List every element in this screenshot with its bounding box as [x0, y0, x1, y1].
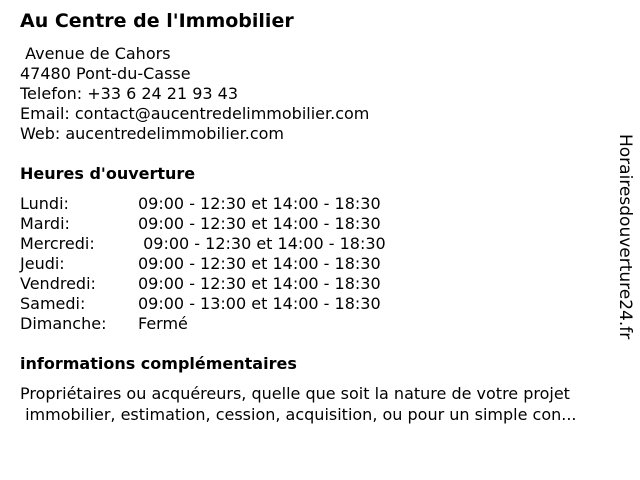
day-hours: Fermé	[138, 314, 188, 333]
web-line: Web: aucentredelimmobilier.com	[20, 124, 284, 143]
watermark-text: Horairesdouverture24.fr	[615, 134, 635, 340]
info-description	[20, 383, 630, 425]
day-hours: 09:00 - 12:30 et 14:00 - 18:30	[138, 214, 381, 233]
day-hours: 09:00 - 12:30 et 14:00 - 18:30	[138, 254, 381, 273]
day-label: Vendredi:	[20, 274, 96, 293]
email-line: Email: contact@aucentredelimmobilier.com	[20, 104, 370, 123]
day-label: Mardi:	[20, 214, 70, 233]
hours-heading: Heures d'ouverture	[20, 164, 196, 183]
phone-line: Telefon: +33 6 24 21 93 43	[20, 84, 239, 103]
address-city: 47480 Pont-du-Casse	[20, 64, 191, 83]
day-label: Jeudi:	[20, 254, 65, 273]
day-hours: 09:00 - 12:30 et 14:00 - 18:30	[138, 194, 381, 213]
day-hours: 09:00 - 12:30 et 14:00 - 18:30	[138, 274, 381, 293]
day-label: Mercredi:	[20, 234, 95, 253]
info-heading: informations complémentaires	[20, 354, 297, 373]
address-street: Avenue de Cahors	[20, 44, 171, 63]
site-watermark	[610, 134, 636, 344]
day-label: Samedi:	[20, 294, 86, 313]
day-hours: 09:00 - 12:30 et 14:00 - 18:30	[138, 234, 386, 253]
day-hours: 09:00 - 13:00 et 14:00 - 18:30	[138, 294, 381, 313]
day-label: Dimanche:	[20, 314, 107, 333]
description-line: Propriétaires ou acquéreurs, quelle que soit la nature de votre projet	[20, 384, 570, 403]
day-label: Lundi:	[20, 194, 69, 213]
description-line: immobilier, estimation, cession, acquisition, ou pour un simple con...	[20, 405, 577, 424]
business-name: Au Centre de l'Immobilier	[20, 10, 294, 32]
contact-block	[20, 44, 369, 144]
